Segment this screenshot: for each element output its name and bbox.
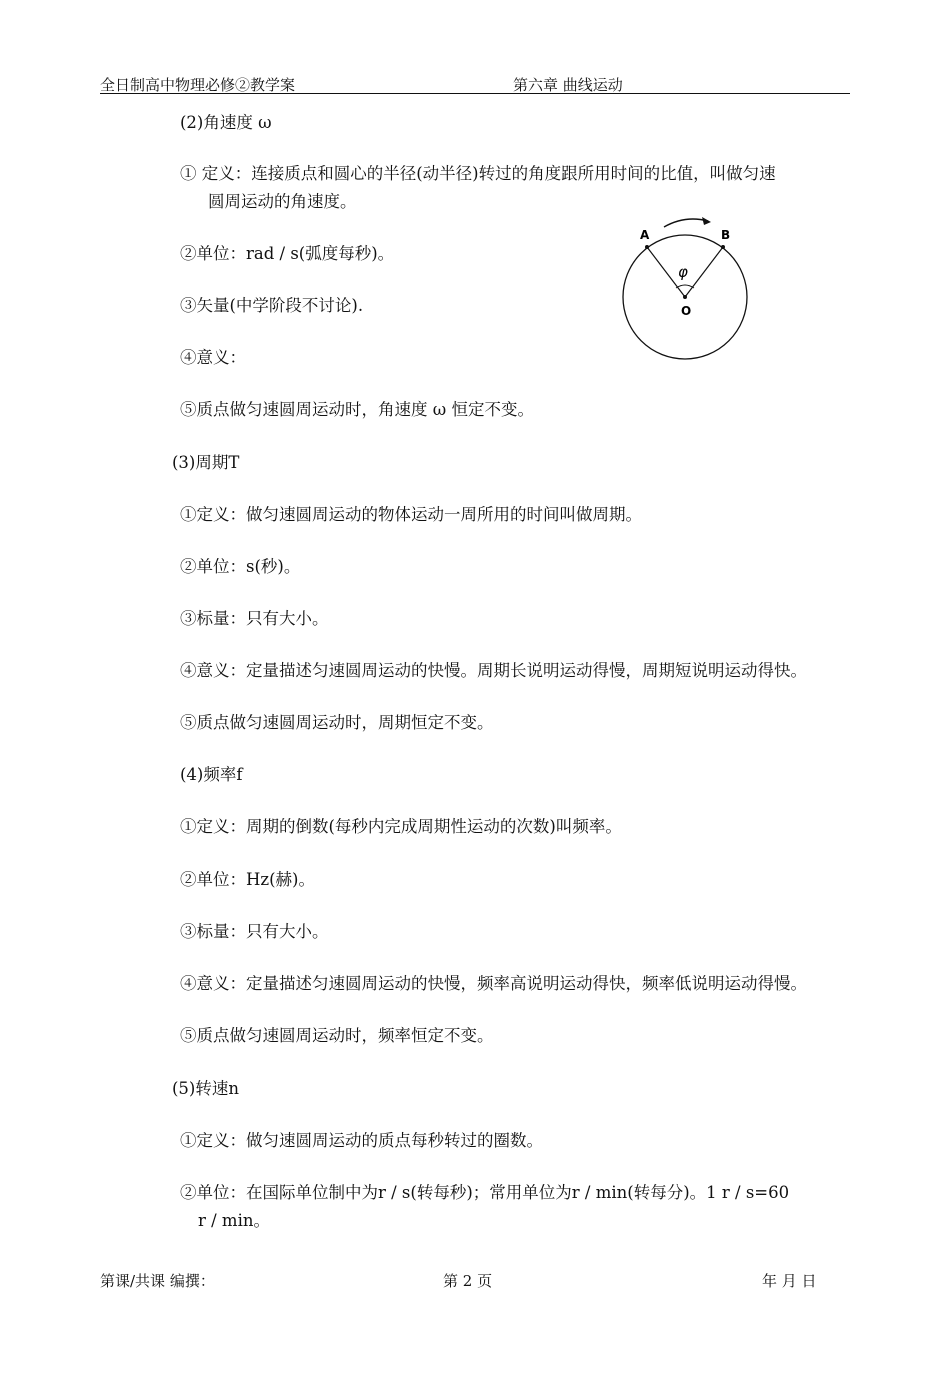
frequency-item-4: ④意义：定量描述匀速圆周运动的快慢，频率高说明运动得快，频率低说明运动得慢。 [180, 974, 807, 993]
radius-ob [685, 247, 723, 297]
speed-item-1: ①定义：做匀速圆周运动的质点每秒转过的圈数。 [180, 1131, 543, 1150]
section-title-speed: (5)转速n [172, 1079, 239, 1098]
frequency-item-1: ①定义：周期的倒数(每秒内完成周期性运动的次数)叫频率。 [180, 817, 622, 836]
rotation-arrow [664, 219, 708, 227]
speed-item-2-cont: r / min。 [198, 1211, 270, 1230]
label-o: O [681, 304, 692, 318]
frequency-item-3: ③标量：只有大小。 [180, 922, 329, 941]
center-point [683, 295, 687, 299]
footer-page-number: 第 2 页 [443, 1272, 493, 1290]
point-a [645, 245, 649, 249]
angular-item-3: ③矢量(中学阶段不讨论). [180, 296, 364, 315]
header-right: 第六章 曲线运动 [513, 76, 623, 94]
frequency-item-5: ⑤质点做匀速圆周运动时，频率恒定不变。 [180, 1026, 494, 1045]
period-item-4: ④意义：定量描述匀速圆周运动的快慢。周期长说明运动得慢，周期短说明运动得快。 [180, 661, 807, 680]
label-b: B [721, 228, 731, 242]
section-title-frequency: (4)频率f [180, 765, 243, 784]
section-title-angular-velocity: (2)角速度 ω [180, 113, 272, 132]
circle-diagram [610, 205, 760, 370]
period-item-5: ⑤质点做匀速圆周运动时，周期恒定不变。 [180, 713, 494, 732]
footer-date: 年 月 日 [762, 1272, 817, 1290]
angular-item-5: ⑤质点做匀速圆周运动时，角速度 ω 恒定不变。 [180, 400, 534, 419]
angular-item-1-line2: 圆周运动的角速度。 [208, 192, 357, 211]
angular-item-2: ②单位：rad / s(弧度每秒)。 [180, 244, 395, 263]
period-item-2: ②单位：s(秒)。 [180, 557, 301, 576]
point-b [721, 245, 725, 249]
angular-item-1-line1: ① 定义：连接质点和圆心的半径(动半径)转过的角度跟所用时间的比值，叫做匀速 [180, 164, 776, 183]
angular-item-4: ④意义： [180, 348, 246, 367]
header-rule [100, 93, 850, 94]
label-a: A [640, 228, 650, 242]
section-title-period: (3)周期T [172, 453, 240, 472]
speed-item-2: ②单位：在国际单位制中为r / s(转每秒)；常用单位为r / min(转每分)。1 r / s=60 [180, 1183, 790, 1202]
footer-left: 第课/共课 编撰： [100, 1272, 215, 1290]
arrow-head-icon [702, 217, 711, 225]
period-item-1: ①定义：做匀速圆周运动的物体运动一周所用的时间叫做周期。 [180, 505, 642, 524]
label-phi: φ [678, 263, 688, 281]
frequency-item-2: ②单位：Hz(赫)。 [180, 870, 315, 889]
period-item-3: ③标量：只有大小。 [180, 609, 329, 628]
header-left: 全日制高中物理必修②教学案 [100, 76, 296, 94]
angle-arc [676, 285, 694, 288]
